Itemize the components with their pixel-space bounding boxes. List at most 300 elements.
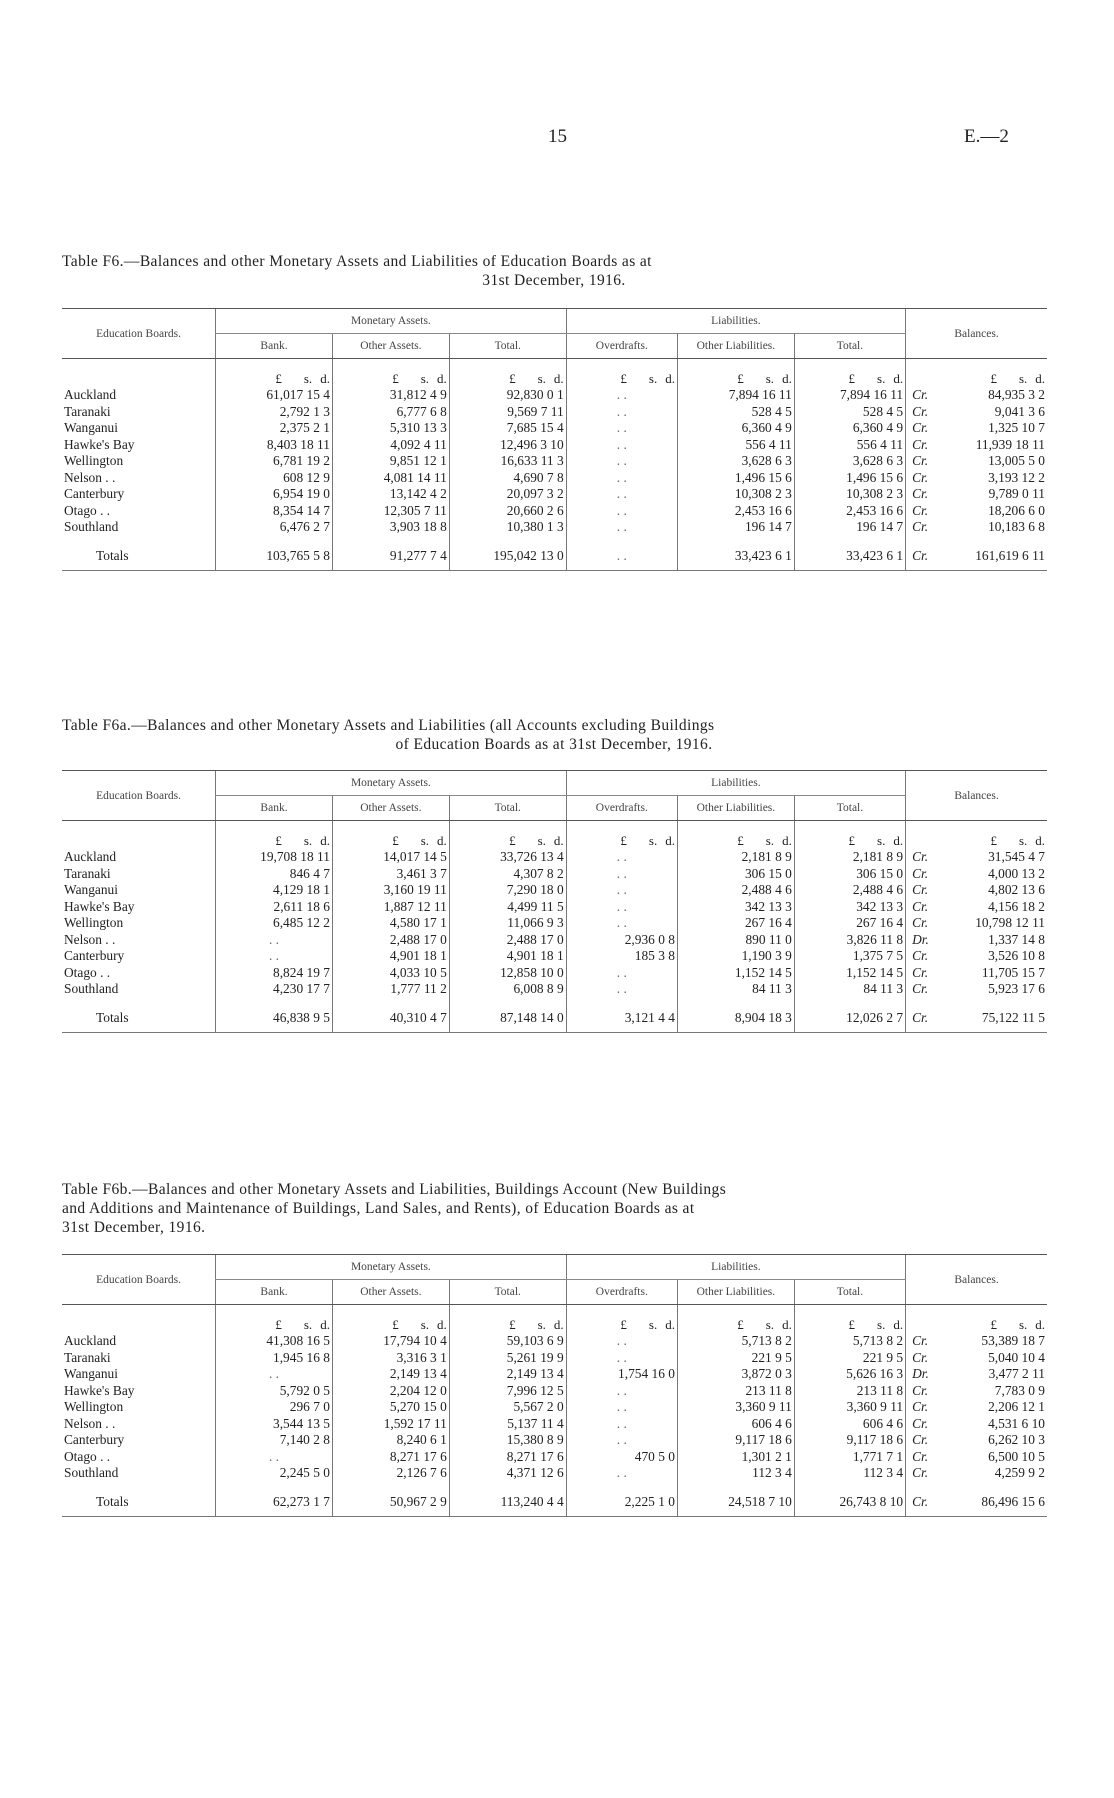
balance-sign: Cr. <box>906 519 939 536</box>
total-value: 33,423 6 1 <box>794 536 905 571</box>
table-row <box>62 404 1047 421</box>
unit-pence: d. <box>320 1317 330 1332</box>
cell-value: . . <box>216 948 333 965</box>
cell-value: 2,488 4 6 <box>794 882 905 899</box>
cell-value: 4,901 18 1 <box>449 948 566 965</box>
cell-value: 9,117 18 6 <box>794 1432 905 1449</box>
board-name: Nelson . . <box>64 1415 116 1431</box>
cell-value: 185 3 8 <box>566 948 677 965</box>
table-row <box>62 981 1047 998</box>
cell-value: 5,270 15 0 <box>332 1399 449 1416</box>
board-name: Canterbury <box>64 948 125 963</box>
balance-value: 4,531 6 10 <box>988 1415 1045 1431</box>
unit-shilling: s. <box>648 1317 658 1332</box>
cell-value: . . <box>566 453 677 470</box>
table-row <box>62 849 1047 866</box>
cell-value: 92,830 0 1 <box>449 387 566 404</box>
cell-value: 7,290 18 0 <box>449 882 566 899</box>
totals-row <box>62 536 1047 571</box>
cell-value: 5,137 11 4 <box>449 1416 566 1433</box>
unit-pound: £ <box>737 371 744 386</box>
units-spacer <box>906 821 939 850</box>
cell-value: 3,160 19 11 <box>332 882 449 899</box>
cell-value: 4,129 18 1 <box>216 882 333 899</box>
unit-shilling: s. <box>877 1317 886 1332</box>
units-cell <box>449 359 566 388</box>
cell-value: 4,690 7 8 <box>449 470 566 487</box>
total-value: . . <box>566 536 677 571</box>
unit-pound: £ <box>990 371 997 386</box>
balance-sign: Cr. <box>906 486 939 503</box>
total-value: 8,904 18 3 <box>677 998 794 1033</box>
unit-pound: £ <box>848 1317 856 1332</box>
header-other-liabilities: Other Liabilities. <box>677 334 794 359</box>
units-cell <box>216 821 333 850</box>
total-value: 62,273 1 7 <box>216 1482 333 1517</box>
cell-value: 2,375 2 1 <box>216 420 333 437</box>
table-f6 <box>62 308 1047 571</box>
cell-value: 221 9 5 <box>677 1350 794 1367</box>
balance-sign: Cr. <box>906 965 939 982</box>
header-total-liabilities: Total. <box>794 334 905 359</box>
balance-value: 4,156 18 2 <box>988 898 1045 914</box>
cell-value: 9,117 18 6 <box>677 1432 794 1449</box>
cell-value: 8,271 17 6 <box>332 1449 449 1466</box>
cell-value: . . <box>566 387 677 404</box>
unit-shilling: s. <box>420 371 430 386</box>
cell-value: 6,476 2 7 <box>216 519 333 536</box>
table-row <box>62 932 1047 949</box>
totals-row <box>62 1482 1047 1517</box>
cell-value: 7,894 16 11 <box>677 387 794 404</box>
balance-value: 3,193 12 2 <box>988 469 1045 485</box>
cell-value: 20,097 3 2 <box>449 486 566 503</box>
balance-sign: Cr. <box>906 1350 939 1367</box>
header-other-assets: Other Assets. <box>332 334 449 359</box>
page-number: 15 <box>548 126 567 147</box>
cell-value: . . <box>566 519 677 536</box>
cell-value: 5,261 19 9 <box>449 1350 566 1367</box>
unit-pence: d. <box>437 833 447 848</box>
title-line: Table F6.—Balances and other Monetary Assets and Liabilities of Education Boards as at <box>62 253 652 270</box>
table-row <box>62 503 1047 520</box>
board-name: Wanganui <box>64 882 118 897</box>
cell-value: 2,149 13 4 <box>449 1366 566 1383</box>
units-cell <box>332 821 449 850</box>
cell-value: 1,375 7 5 <box>794 948 905 965</box>
unit-pound: £ <box>620 371 627 386</box>
table-row <box>62 1399 1047 1416</box>
totals-label: Totals <box>62 998 216 1033</box>
balance-value: 6,500 10 5 <box>988 1448 1045 1464</box>
balance-value: 9,041 3 6 <box>994 403 1045 419</box>
title-line: Table F6b.—Balances and other Monetary Assets and Liabilities, Buildings Account (New Buildings <box>62 1181 727 1198</box>
header-monetary-assets: Monetary Assets. <box>216 771 567 796</box>
cell-value: 3,628 6 3 <box>794 453 905 470</box>
units-spacer <box>62 821 216 850</box>
board-name: Auckland <box>64 1333 117 1348</box>
cell-value: 8,354 14 7 <box>216 503 333 520</box>
cell-value: 1,152 14 5 <box>794 965 905 982</box>
header-overdrafts: Overdrafts. <box>566 796 677 821</box>
cell-value: . . <box>566 503 677 520</box>
cell-value: 16,633 11 3 <box>449 453 566 470</box>
cell-value: 7,996 12 5 <box>449 1383 566 1400</box>
cell-value: . . <box>566 899 677 916</box>
unit-pence: d. <box>437 371 447 386</box>
table-row <box>62 1449 1047 1466</box>
unit-shilling: s. <box>765 1317 775 1332</box>
table-row <box>62 486 1047 503</box>
cell-value: 7,140 2 8 <box>216 1432 333 1449</box>
balance-value: 6,262 10 3 <box>988 1432 1045 1447</box>
cell-value: 2,204 12 0 <box>332 1383 449 1400</box>
board-name: Taranaki <box>64 865 111 881</box>
units-cell <box>216 1305 333 1334</box>
total-value: 113,240 4 4 <box>449 1482 566 1517</box>
cell-value: . . <box>566 866 677 883</box>
cell-value: 41,308 16 5 <box>216 1333 333 1350</box>
cell-value: 5,713 8 2 <box>794 1333 905 1350</box>
cell-value: . . <box>566 965 677 982</box>
cell-value: 4,499 11 5 <box>449 899 566 916</box>
cell-value: 8,240 6 1 <box>332 1432 449 1449</box>
table-f6b-title <box>62 1180 1046 1237</box>
units-cell <box>794 359 905 388</box>
header-overdrafts: Overdrafts. <box>566 334 677 359</box>
balance-value: 3,526 10 8 <box>988 948 1045 963</box>
cell-value: 4,230 17 7 <box>216 981 333 998</box>
title-line: of Education Boards as at 31st December, 1916. <box>395 736 713 753</box>
balance-sign: Cr. <box>906 387 939 404</box>
table-row <box>62 1350 1047 1367</box>
cell-value: 342 13 3 <box>677 899 794 916</box>
board-name: Otago . . <box>64 1448 111 1464</box>
unit-shilling: s. <box>765 371 775 386</box>
board-name: Canterbury <box>64 1432 125 1447</box>
total-value: 46,838 9 5 <box>216 998 333 1033</box>
header-bank: Bank. <box>216 334 333 359</box>
cell-value: 12,496 3 10 <box>449 437 566 454</box>
board-name: Wellington <box>64 453 124 468</box>
balance-sign: Cr. <box>906 981 939 998</box>
cell-value: 1,754 16 0 <box>566 1366 677 1383</box>
cell-value: 1,496 15 6 <box>677 470 794 487</box>
balance-sign: Cr. <box>906 1416 939 1433</box>
cell-value: 10,380 1 3 <box>449 519 566 536</box>
units-cell <box>677 1305 794 1334</box>
balance-total: 75,122 11 5 <box>939 998 1047 1033</box>
cell-value: . . <box>566 882 677 899</box>
units-cell <box>449 1305 566 1334</box>
board-name: Southland <box>64 981 119 996</box>
cell-value: 6,485 12 2 <box>216 915 333 932</box>
header-other-liabilities: Other Liabilities. <box>677 796 794 821</box>
table-row <box>62 948 1047 965</box>
unit-pound: £ <box>620 1317 627 1332</box>
balance-value: 13,005 5 0 <box>988 453 1045 468</box>
board-name: Auckland <box>64 387 117 402</box>
cell-value: 2,245 5 0 <box>216 1465 333 1482</box>
cell-value: 59,103 6 9 <box>449 1333 566 1350</box>
header-overdrafts: Overdrafts. <box>566 1280 677 1305</box>
cell-value: 3,360 9 11 <box>794 1399 905 1416</box>
board-name: Nelson . . <box>64 469 116 485</box>
balance-value: 31,545 4 7 <box>988 849 1045 864</box>
balance-sign: Cr. <box>906 998 939 1033</box>
header-other-assets: Other Assets. <box>332 796 449 821</box>
table-row <box>62 453 1047 470</box>
unit-pound: £ <box>848 833 856 848</box>
cell-value: 1,190 3 9 <box>677 948 794 965</box>
title-line: Table F6a.—Balances and other Monetary Assets and Liabilities (all Accounts excluding Buildings <box>62 717 715 734</box>
cell-value: . . <box>566 1416 677 1433</box>
cell-value: 4,371 12 6 <box>449 1465 566 1482</box>
header-monetary-assets: Monetary Assets. <box>216 1255 567 1280</box>
unit-pound: £ <box>392 1317 399 1332</box>
totals-label: Totals <box>62 536 216 571</box>
board-name: Hawke's Bay <box>64 436 135 452</box>
cell-value: 6,360 4 9 <box>794 420 905 437</box>
cell-value: 2,488 17 0 <box>332 932 449 949</box>
header-other-liabilities: Other Liabilities. <box>677 1280 794 1305</box>
balance-total: 86,496 15 6 <box>939 1482 1047 1517</box>
balance-sign: Cr. <box>906 866 939 883</box>
cell-value: 3,628 6 3 <box>677 453 794 470</box>
balance-sign: Cr. <box>906 404 939 421</box>
cell-value: . . <box>566 981 677 998</box>
balance-sign: Cr. <box>906 915 939 932</box>
cell-value: 1,887 12 11 <box>332 899 449 916</box>
board-name: Wanganui <box>64 1366 118 1381</box>
cell-value: 528 4 5 <box>677 404 794 421</box>
cell-value: 15,380 8 9 <box>449 1432 566 1449</box>
cell-value: 267 16 4 <box>677 915 794 932</box>
cell-value: 556 4 11 <box>794 437 905 454</box>
total-value: 33,423 6 1 <box>677 536 794 571</box>
cell-value: 1,777 11 2 <box>332 981 449 998</box>
cell-value: 4,033 10 5 <box>332 965 449 982</box>
unit-pence: d. <box>1035 833 1045 848</box>
table-row <box>62 1383 1047 1400</box>
balance-total: 161,619 6 11 <box>939 536 1047 571</box>
document-code: E.—2 <box>964 126 1009 147</box>
cell-value: 196 14 7 <box>794 519 905 536</box>
balance-sign: Cr. <box>906 1383 939 1400</box>
units-spacer <box>62 1305 216 1334</box>
unit-pound: £ <box>509 1317 516 1332</box>
cell-value: 528 4 5 <box>794 404 905 421</box>
units-cell <box>794 1305 905 1334</box>
unit-shilling: s. <box>537 1317 546 1332</box>
total-value: 26,743 8 10 <box>794 1482 905 1517</box>
unit-shilling: s. <box>420 833 430 848</box>
cell-value: 2,792 1 3 <box>216 404 333 421</box>
total-value: 91,277 7 4 <box>332 536 449 571</box>
header-other-assets: Other Assets. <box>332 1280 449 1305</box>
totals-label: Totals <box>62 1482 216 1517</box>
balance-sign: Cr. <box>906 453 939 470</box>
cell-value: . . <box>566 1465 677 1482</box>
table-row <box>62 470 1047 487</box>
cell-value: 1,945 16 8 <box>216 1350 333 1367</box>
balance-sign: Cr. <box>906 1449 939 1466</box>
cell-value: 306 15 0 <box>677 866 794 883</box>
unit-pound: £ <box>509 371 516 386</box>
unit-pound: £ <box>392 371 399 386</box>
balance-value: 2,206 12 1 <box>988 1399 1045 1414</box>
units-cell <box>449 821 566 850</box>
balance-sign: Cr. <box>906 899 939 916</box>
table-row <box>62 1465 1047 1482</box>
cell-value: 5,626 16 3 <box>794 1366 905 1383</box>
table-f6a <box>62 770 1047 1033</box>
cell-value: 296 7 0 <box>216 1399 333 1416</box>
table-row <box>62 882 1047 899</box>
balance-value: 5,923 17 6 <box>988 981 1045 996</box>
cell-value: 3,872 0 3 <box>677 1366 794 1383</box>
balance-sign: Cr. <box>906 1333 939 1350</box>
board-name: Southland <box>64 1465 119 1480</box>
header-total-liabilities: Total. <box>794 796 905 821</box>
cell-value: 3,544 13 5 <box>216 1416 333 1433</box>
unit-pence: d. <box>1035 1317 1045 1332</box>
unit-pound: £ <box>275 833 282 848</box>
unit-pound: £ <box>990 1317 997 1332</box>
cell-value: 19,708 18 11 <box>216 849 333 866</box>
unit-pence: d. <box>1035 371 1045 386</box>
cell-value: 1,496 15 6 <box>794 470 905 487</box>
balance-value: 11,939 18 11 <box>975 436 1045 452</box>
unit-shilling: s. <box>648 833 658 848</box>
total-value: 195,042 13 0 <box>449 536 566 571</box>
unit-pound: £ <box>620 833 627 848</box>
balance-value: 3,477 2 11 <box>988 1366 1045 1381</box>
unit-shilling: s. <box>420 1317 430 1332</box>
cell-value: . . <box>566 437 677 454</box>
cell-value: 606 4 6 <box>677 1416 794 1433</box>
balance-value: 18,206 6 0 <box>988 502 1045 518</box>
cell-value: 2,181 8 9 <box>794 849 905 866</box>
table-row <box>62 387 1047 404</box>
units-cell <box>566 821 677 850</box>
unit-pound: £ <box>990 833 997 848</box>
unit-pound: £ <box>737 1317 744 1332</box>
title-line: 31st December, 1916. <box>62 1219 206 1236</box>
cell-value: 606 4 6 <box>794 1416 905 1433</box>
cell-value: 33,726 13 4 <box>449 849 566 866</box>
balance-sign: Dr. <box>906 932 939 949</box>
unit-pence: d. <box>320 371 330 386</box>
table-f6a-title <box>62 716 1046 754</box>
cell-value: 11,066 9 3 <box>449 915 566 932</box>
cell-value: 6,781 19 2 <box>216 453 333 470</box>
cell-value: 4,081 14 11 <box>332 470 449 487</box>
cell-value: 8,271 17 6 <box>449 1449 566 1466</box>
header-education-boards: Education Boards. <box>62 309 216 359</box>
cell-value: 10,308 2 3 <box>677 486 794 503</box>
table-row <box>62 1416 1047 1433</box>
cell-value: 2,149 13 4 <box>332 1366 449 1383</box>
units-cell <box>677 359 794 388</box>
units-cell <box>566 359 677 388</box>
cell-value: 221 9 5 <box>794 1350 905 1367</box>
board-name: Wellington <box>64 915 124 930</box>
units-cell <box>794 821 905 850</box>
cell-value: 1,592 17 11 <box>332 1416 449 1433</box>
title-line: 31st December, 1916. <box>482 272 626 289</box>
cell-value: 9,851 12 1 <box>332 453 449 470</box>
units-spacer <box>906 359 939 388</box>
cell-value: 608 12 9 <box>216 470 333 487</box>
total-value: 40,310 4 7 <box>332 998 449 1033</box>
header-bank: Bank. <box>216 1280 333 1305</box>
cell-value: 846 4 7 <box>216 866 333 883</box>
board-name: Otago . . <box>64 502 111 518</box>
totals-row <box>62 998 1047 1033</box>
balance-value: 11,705 15 7 <box>981 964 1045 980</box>
table-row <box>62 437 1047 454</box>
cell-value: . . <box>566 1383 677 1400</box>
cell-value: 2,936 0 8 <box>566 932 677 949</box>
unit-pence: d. <box>893 371 904 386</box>
units-spacer <box>62 359 216 388</box>
cell-value: . . <box>566 1350 677 1367</box>
unit-pence: d. <box>665 371 675 386</box>
cell-value: 3,461 3 7 <box>332 866 449 883</box>
table-row <box>62 1333 1047 1350</box>
balance-sign: Cr. <box>906 536 939 571</box>
cell-value: 84 11 3 <box>794 981 905 998</box>
balance-sign: Cr. <box>906 1465 939 1482</box>
cell-value: 1,152 14 5 <box>677 965 794 982</box>
header-education-boards: Education Boards. <box>62 1255 216 1305</box>
units-cell <box>566 1305 677 1334</box>
cell-value: 2,611 18 6 <box>216 899 333 916</box>
units-cell <box>332 359 449 388</box>
cell-value: 2,453 16 6 <box>677 503 794 520</box>
balance-value: 84,935 3 2 <box>988 387 1045 402</box>
unit-shilling: s. <box>1018 1317 1028 1332</box>
units-cell <box>216 359 333 388</box>
cell-value: 6,777 6 8 <box>332 404 449 421</box>
cell-value: 3,360 9 11 <box>677 1399 794 1416</box>
cell-value: 61,017 15 4 <box>216 387 333 404</box>
unit-pence: d. <box>893 1317 904 1332</box>
total-value: 12,026 2 7 <box>794 998 905 1033</box>
unit-pence: d. <box>553 1317 564 1332</box>
unit-shilling: s. <box>303 1317 313 1332</box>
board-name: Taranaki <box>64 403 111 419</box>
cell-value: 196 14 7 <box>677 519 794 536</box>
unit-pence: d. <box>665 1317 675 1332</box>
unit-pound: £ <box>509 833 516 848</box>
balance-value: 10,798 12 11 <box>975 915 1045 930</box>
balance-sign: Cr. <box>906 420 939 437</box>
unit-shilling: s. <box>1018 371 1028 386</box>
cell-value: 2,453 16 6 <box>794 503 905 520</box>
cell-value: . . <box>216 1366 333 1383</box>
board-name: Southland <box>64 519 119 534</box>
cell-value: 3,826 11 8 <box>794 932 905 949</box>
cell-value: 112 3 4 <box>794 1465 905 1482</box>
unit-pence: d. <box>782 833 792 848</box>
cell-value: 14,017 14 5 <box>332 849 449 866</box>
balance-value: 4,259 9 2 <box>994 1465 1045 1480</box>
units-cell <box>939 359 1047 388</box>
balance-sign: Cr. <box>906 948 939 965</box>
unit-shilling: s. <box>537 371 546 386</box>
